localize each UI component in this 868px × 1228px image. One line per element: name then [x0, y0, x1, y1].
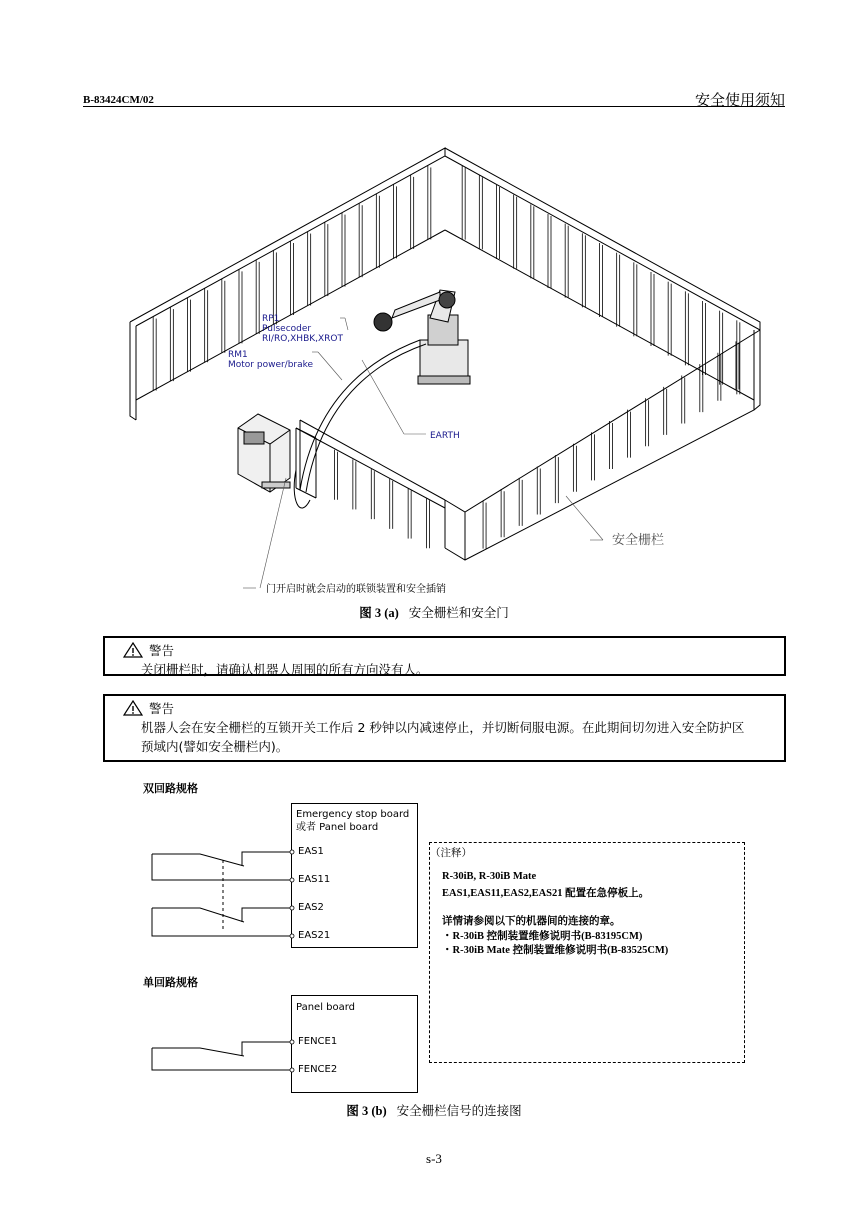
pin-eas1: EAS1 — [298, 846, 324, 857]
note-line-5: ・R-30iB Mate 控制装置维修说明书(B-83525CM) — [442, 945, 669, 956]
figure-3a-caption — [0, 603, 868, 621]
controller-cabinet — [238, 414, 290, 492]
note-line-2: EAS1,EAS11,EAS2,EAS21 配置在急停板上。 — [442, 888, 650, 899]
dual-board-title-2: 或者 Panel board — [296, 822, 379, 833]
warning-box-1 — [103, 636, 786, 676]
dual-board-title-1: Emergency stop board — [296, 809, 410, 820]
note-title: （注释） — [430, 847, 472, 859]
dual-circuit-wiring — [140, 840, 300, 940]
warning-1-title: 警告 — [149, 643, 175, 658]
ri-ro-label: RI/RO,XHBK,XROT — [262, 334, 344, 344]
earth-label: EARTH — [430, 431, 460, 441]
pin-eas2: EAS2 — [298, 902, 324, 913]
warning-triangle-icon — [123, 642, 143, 658]
document-number: B-83424CM/02 — [83, 94, 154, 106]
warning-2-title: 警告 — [149, 701, 175, 716]
figure-3b-caption-text: 安全栅栏信号的连接图 — [396, 1103, 522, 1118]
single-circuit-wiring — [140, 1030, 300, 1080]
page-number: s-3 — [426, 1151, 442, 1166]
interlock-label: 门开启时就会启动的联锁装置和安全插销 — [266, 584, 446, 595]
motor-label: Motor power/brake — [228, 360, 314, 370]
cables — [294, 340, 426, 508]
note-box — [429, 842, 745, 1063]
note-line-1: R-30iB, R-30iB Mate — [442, 871, 537, 882]
pulsecoder-label: Pulsecoder — [262, 324, 312, 334]
single-board-title: Panel board — [296, 1002, 356, 1013]
pin-fence1: FENCE1 — [298, 1036, 338, 1047]
pin-eas21: EAS21 — [298, 930, 331, 941]
note-line-4: ・R-30iB 控制装置维修说明书(B-83195CM) — [442, 931, 643, 942]
note-line-3: 详情请参阅以下的机器间的连接的章。 — [442, 915, 621, 927]
warning-2-line-2: 预域内(譬如安全栅栏内)。 — [141, 739, 289, 754]
single-circuit-label: 单回路规格 — [143, 976, 198, 989]
fence-label: 安全栅栏 — [612, 533, 665, 548]
rm1-label: RM1 — [228, 350, 248, 360]
warning-box-2 — [103, 694, 786, 762]
warning-2-line-1: 机器人会在安全栅栏的互锁开关工作后 2 秒钟以内减速停止，并切断伺服电源。在此期间切勿进入安全防护区 — [141, 720, 745, 735]
robot-arm — [374, 290, 470, 384]
figure-3a-caption-text: 安全栅栏和安全门 — [408, 605, 509, 620]
warning-triangle-icon — [123, 700, 143, 716]
dual-circuit-label: 双回路规格 — [143, 782, 198, 795]
section-title: 安全使用须知 — [694, 91, 785, 109]
pin-fence2: FENCE2 — [298, 1064, 338, 1075]
rp1-label: RP1 — [262, 314, 280, 324]
figure-3b-caption — [0, 1101, 868, 1119]
figure-3b-caption-number: 图 3 (b) — [346, 1104, 387, 1118]
warning-1-text: 关闭栅栏时，请确认机器人周围的所有方向没有人。 — [141, 662, 429, 677]
figure-3a-caption-number: 图 3 (a) — [359, 606, 399, 620]
pin-eas11: EAS11 — [298, 874, 331, 885]
